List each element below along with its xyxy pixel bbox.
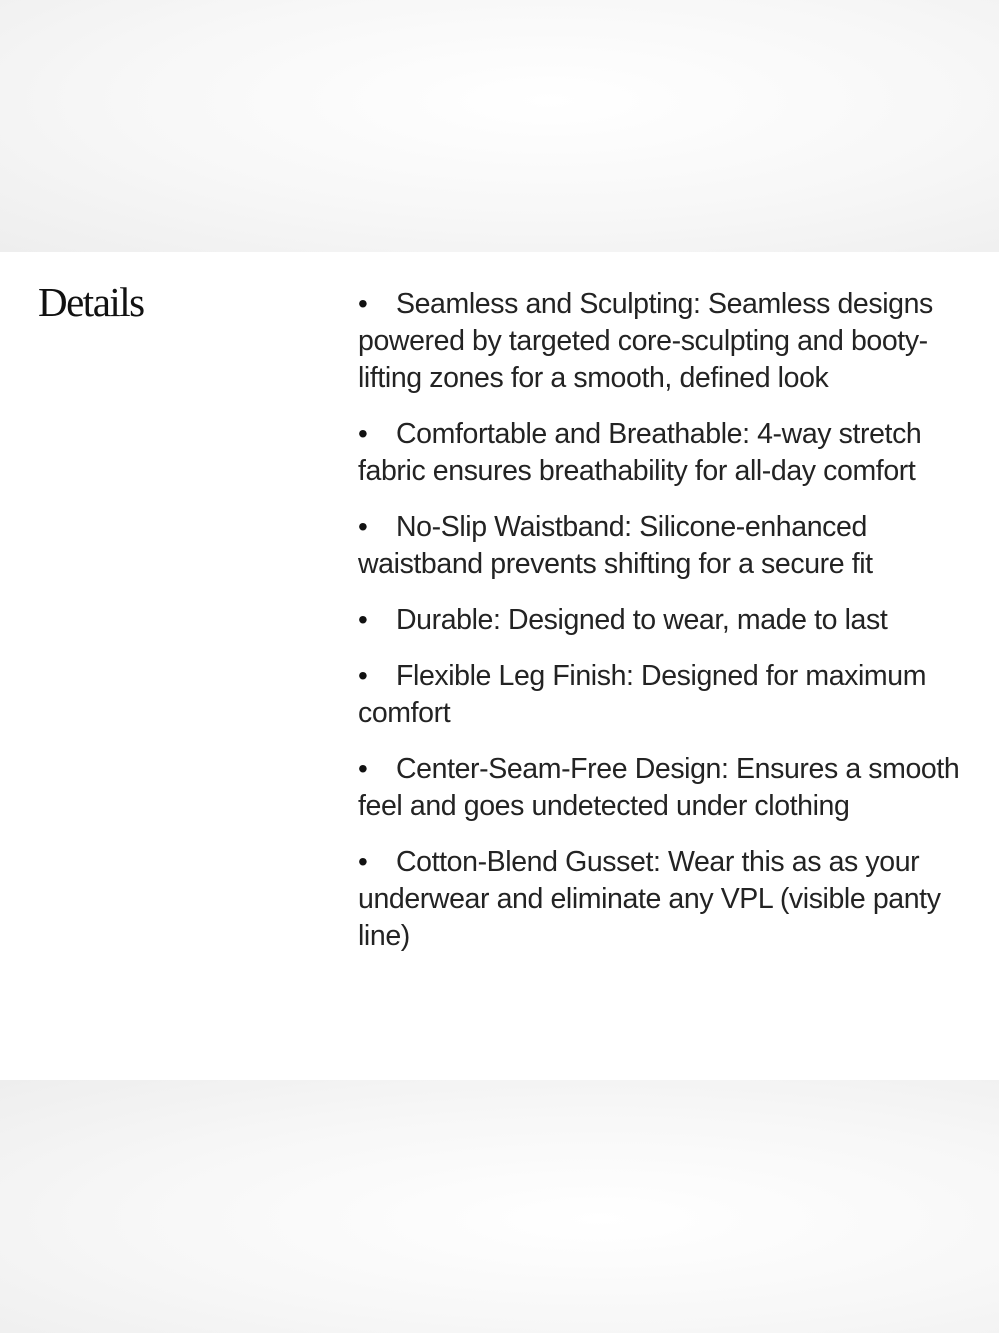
bullet-icon: • — [358, 511, 368, 542]
details-panel — [0, 252, 999, 1080]
list-item-text: Comfortable and Breathable: 4-way stretch fabric ensures breathability for all-day comfort — [358, 418, 922, 487]
bullet-icon: • — [358, 753, 368, 784]
list-item-text: Cotton-Blend Gusset: Wear this as as your underwear and eliminate any VPL (visible panty line) — [358, 846, 941, 952]
bullet-icon: • — [358, 846, 368, 877]
list-item — [358, 415, 973, 490]
list-item — [358, 843, 973, 955]
details-title: Details — [38, 279, 144, 325]
bottom-background — [0, 1080, 999, 1333]
bullet-icon: • — [358, 604, 368, 635]
list-item-text: No-Slip Waistband: Silicone-enhanced waistband prevents shifting for a secure fit — [358, 511, 873, 580]
list-item — [358, 601, 973, 639]
list-item-text: Durable: Designed to wear, made to last — [396, 604, 888, 636]
list-item — [358, 657, 973, 732]
list-item — [358, 750, 973, 825]
top-background — [0, 0, 999, 252]
bullet-icon: • — [358, 660, 368, 691]
bullet-icon: • — [358, 418, 368, 449]
list-item-text: Seamless and Sculpting: Seamless designs powered by targeted core-sculpting and booty-lifting zones for a smooth, defined look — [358, 288, 933, 394]
details-list — [358, 285, 973, 973]
list-item-text: Flexible Leg Finish: Designed for maximum comfort — [358, 660, 927, 729]
list-item-text: Center-Seam-Free Design: Ensures a smooth feel and goes undetected under clothing — [358, 753, 960, 822]
list-item — [358, 508, 973, 583]
bullet-icon: • — [358, 288, 368, 319]
list-item — [358, 285, 973, 397]
